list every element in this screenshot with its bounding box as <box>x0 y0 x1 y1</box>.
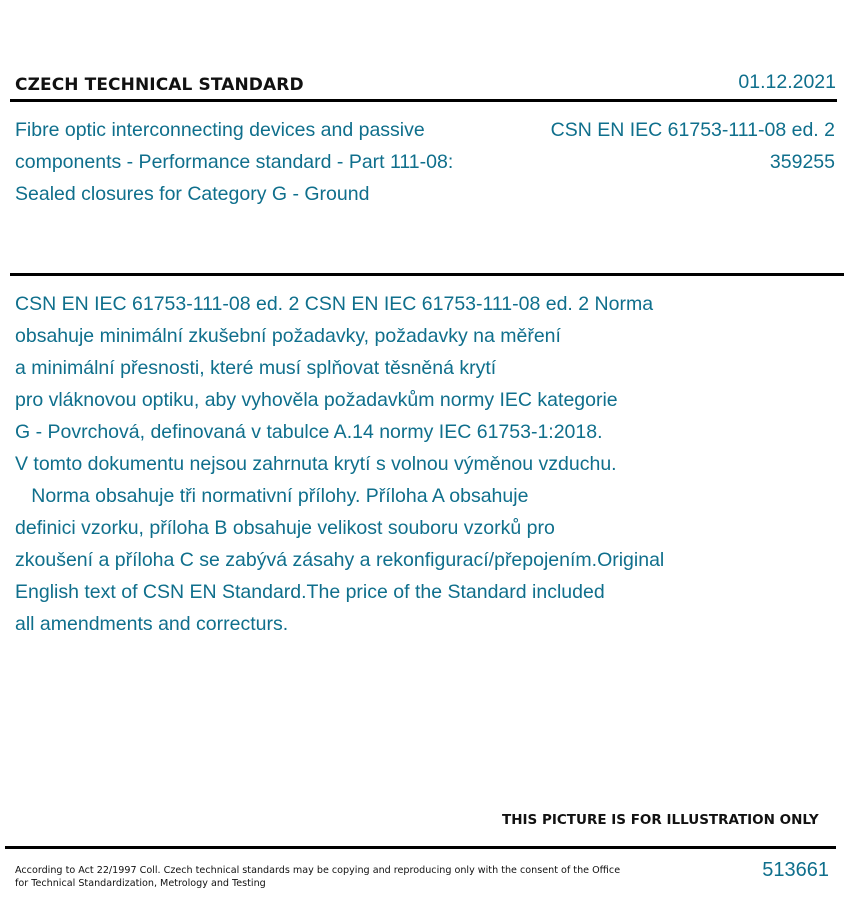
standard-catalog-number: 359255 <box>769 151 835 173</box>
section-divider <box>10 273 844 276</box>
illustration-disclaimer: THIS PICTURE IS FOR ILLUSTRATION ONLY <box>502 812 819 828</box>
document-type-heading: CZECH TECHNICAL STANDARD <box>15 75 304 95</box>
standard-title-line: Sealed closures for Category G - Ground <box>15 183 370 205</box>
abstract-line: G - Povrchová, definovaná v tabulce A.14 normy IEC 61753-1:2018. <box>15 421 603 443</box>
abstract-line: English text of CSN EN Standard.The price of the Standard included <box>15 581 605 603</box>
legal-notice-line: for Technical Standardization, Metrology and Testing <box>15 878 266 889</box>
abstract-line: pro vláknovou optiku, aby vyhověla požadavkům normy IEC kategorie <box>15 389 618 411</box>
standard-code: CSN EN IEC 61753-111-08 ed. 2 <box>550 119 835 141</box>
document-number: 513661 <box>762 859 829 881</box>
legal-notice-line: According to Act 22/1997 Coll. Czech technical standards may be copying and reproducing only with the consent of the Office <box>15 865 621 876</box>
abstract-line: definici vzorku, příloha B obsahuje velikost souboru vzorků pro <box>15 517 555 539</box>
abstract-line: V tomto dokumentu nejsou zahrnuta krytí s volnou výměnou vzduchu. <box>15 453 617 475</box>
standard-identifier <box>551 114 835 178</box>
abstract-line: CSN EN IEC 61753-111-08 ed. 2 CSN EN IEC 61753-111-08 ed. 2 Norma <box>15 293 654 315</box>
standard-abstract <box>15 288 755 640</box>
standard-title <box>15 114 515 210</box>
abstract-line: all amendments and correcturs. <box>15 613 289 635</box>
abstract-line: Norma obsahuje tři normativní přílohy. Příloha A obsahuje <box>15 485 529 507</box>
publication-date: 01.12.2021 <box>738 71 836 93</box>
standard-title-line: components - Performance standard - Part 111-08: <box>15 151 454 173</box>
legal-notice <box>15 864 621 890</box>
header-divider <box>10 99 837 102</box>
abstract-line: a minimální přesnosti, které musí splňovat těsněná krytí <box>15 357 497 379</box>
abstract-line: zkoušení a příloha C se zabývá zásahy a rekonfigurací/přepojením.Original <box>15 549 665 571</box>
standard-title-line: Fibre optic interconnecting devices and passive <box>15 119 425 141</box>
footer-divider <box>5 846 836 849</box>
abstract-line: obsahuje minimální zkušební požadavky, požadavky na měření <box>15 325 561 347</box>
